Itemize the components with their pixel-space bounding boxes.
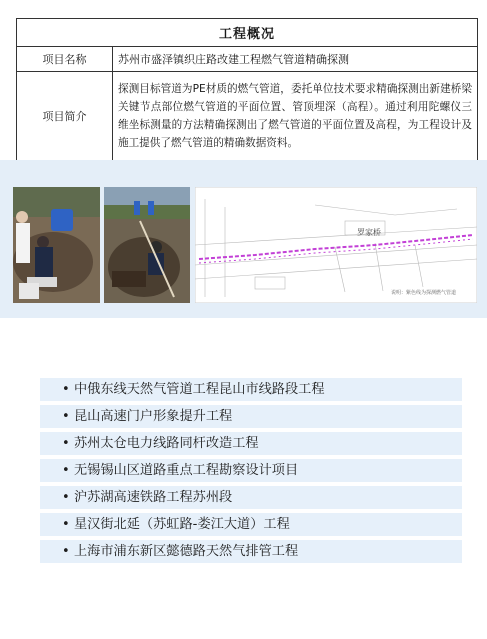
bullet: • (62, 409, 70, 424)
bullet: • (62, 517, 70, 532)
project-name-label: 项目名称 (17, 47, 113, 72)
project-intro-text: 探测目标管道为PE材质的燃气管道，委托单位技术要求精确探测出新建桥梁关键节点部位燃气管道的平面位置、管顶埋深（高程）。通过利用陀螺仪三维坐标测量的方法精确探测出了燃气管道的平面位置及高程，为工程设计及施工提供了燃气管道的精确数据资料。 (113, 72, 478, 161)
bullet: • (62, 436, 70, 451)
project-overview-table (16, 18, 478, 161)
list-item (40, 513, 462, 536)
bullet: • (62, 382, 70, 397)
plan-note: 说明：紫色线为探测燃气管道 (391, 290, 457, 296)
list-item (40, 405, 462, 428)
overview-title: 工程概况 (17, 19, 478, 47)
project-item-text: 沪苏湖高速铁路工程苏州段 (74, 490, 233, 505)
pipeline-plan-drawing (195, 187, 477, 303)
list-item (40, 432, 462, 455)
project-item-text: 苏州太仓电力线路同杆改造工程 (74, 436, 259, 451)
project-item-text: 无锡锡山区道路重点工程勘察设计项目 (74, 463, 299, 478)
bullet: • (62, 463, 70, 478)
list-item (40, 459, 462, 482)
photo-band (0, 160, 487, 318)
project-item-text: 昆山高速门户形象提升工程 (74, 409, 233, 424)
list-item (40, 378, 462, 401)
project-item-text: 中俄东线天然气管道工程昆山市线路段工程 (74, 382, 325, 397)
project-list (40, 378, 462, 567)
bullet: • (62, 490, 70, 505)
bullet: • (62, 544, 70, 559)
project-item-text: 星汉街北延（苏虹路-娄江大道）工程 (74, 517, 290, 532)
project-item-text: 上海市浦东新区懿德路天然气排管工程 (74, 544, 299, 559)
site-photo-workers (13, 187, 100, 303)
plan-label: 罗家桥 (357, 228, 381, 237)
project-intro-label: 项目简介 (17, 72, 113, 161)
site-photo-excavation (104, 187, 190, 303)
project-name-value: 苏州市盛泽镇织庄路改建工程燃气管道精确探测 (113, 47, 478, 72)
list-item (40, 540, 462, 563)
list-item (40, 486, 462, 509)
